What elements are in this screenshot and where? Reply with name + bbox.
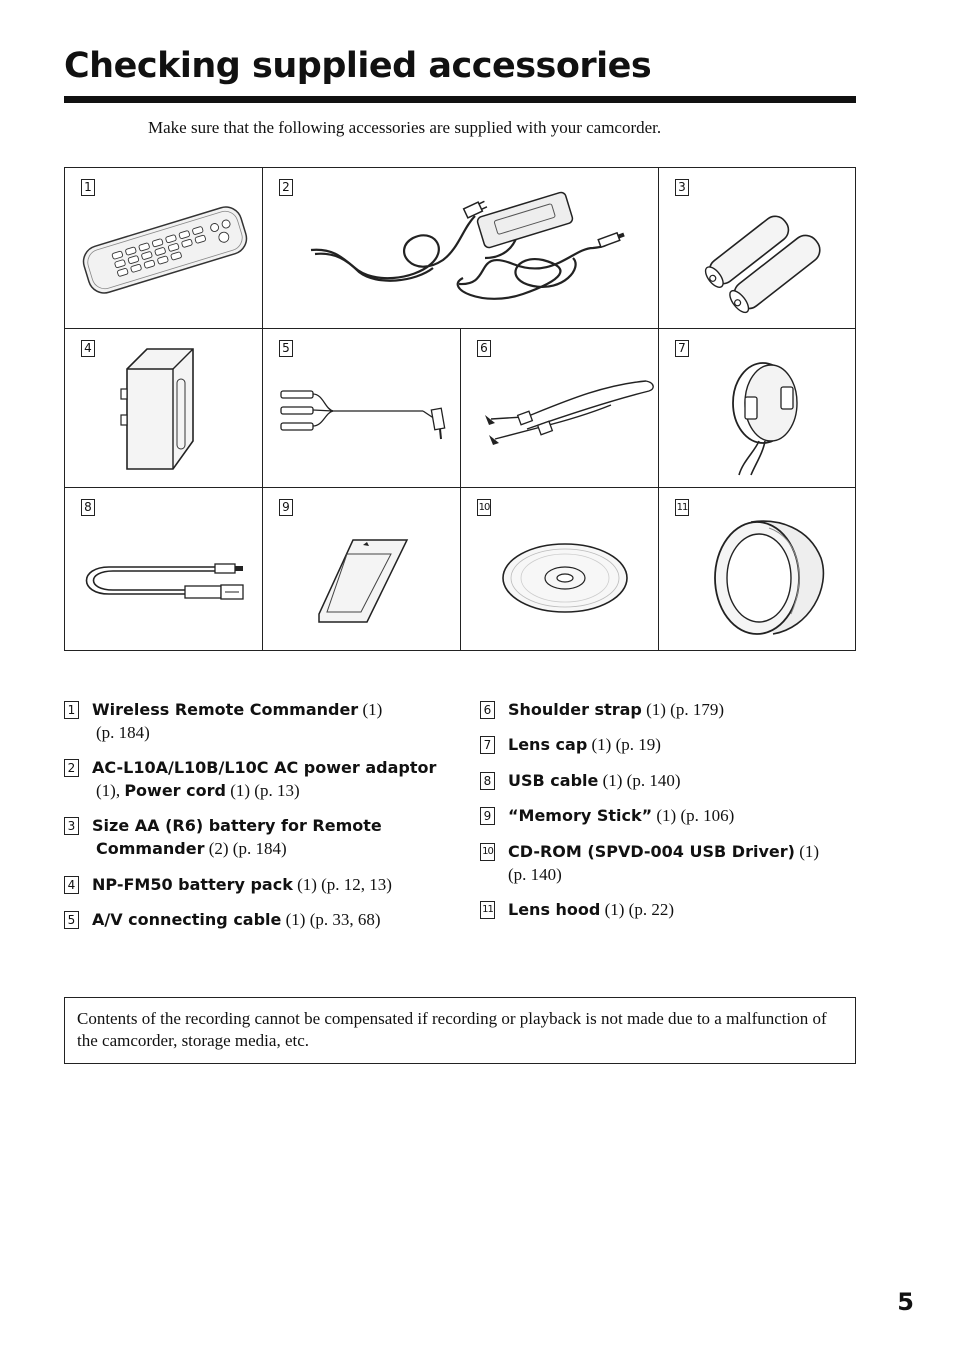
ac-power-adaptor-icon	[263, 168, 660, 330]
item-number: 3	[675, 179, 689, 196]
accessory-cell-7	[658, 328, 856, 488]
accessory-cell-2	[262, 167, 659, 329]
accessory-cell-11	[658, 487, 856, 651]
title-rule	[64, 96, 856, 103]
item-detail: (1)	[358, 700, 383, 719]
item-number: 1	[81, 179, 95, 196]
item-detail: (1),	[96, 781, 125, 800]
shoulder-strap-icon	[461, 329, 660, 489]
accessory-cell-8	[64, 487, 263, 651]
intro-text: Make sure that the following accessories are supplied with your camcorder.	[148, 118, 662, 137]
note-box: Contents of the recording cannot be compensated if recording or playback is not made due to a malfunction of the camcorder, storage media, etc.	[64, 997, 856, 1064]
item-number: 11	[480, 901, 495, 919]
item-name: “Memory Stick”	[508, 806, 653, 825]
battery-pack-icon	[65, 329, 264, 489]
memory-stick-icon	[263, 488, 462, 652]
item-name: Lens cap	[508, 735, 588, 754]
item-number: 2	[279, 179, 293, 196]
item-detail: (1) (p. 19)	[587, 735, 661, 754]
item-name-secondary: Power cord	[124, 781, 226, 800]
aa-batteries-icon	[659, 168, 857, 330]
item-name: USB cable	[508, 771, 599, 790]
item-number: 10	[477, 499, 491, 516]
item-number: 2	[64, 759, 79, 777]
lens-hood-icon	[659, 488, 857, 652]
accessory-cell-6	[460, 328, 659, 488]
accessory-cell-10	[460, 487, 659, 651]
item-detail: (1) (p. 179)	[641, 700, 725, 719]
item-number: 4	[64, 876, 79, 894]
item-detail: (1) (p. 33, 68)	[281, 910, 381, 929]
cd-rom-icon	[461, 488, 660, 652]
item-number: 5	[64, 911, 79, 929]
page-number: 5	[897, 1288, 914, 1316]
item-number: 8	[480, 772, 495, 790]
item-detail: (1) (p. 12, 13)	[292, 875, 392, 894]
accessories-grid	[64, 167, 856, 651]
item-name: Wireless Remote Commander	[92, 700, 359, 719]
item-detail-cont: (1) (p. 13)	[225, 781, 300, 800]
item-number: 7	[480, 736, 495, 754]
item-name: CD-ROM (SPVD-004 USB Driver)	[508, 842, 795, 861]
item-number: 9	[279, 499, 293, 516]
usb-cable-icon	[65, 488, 264, 652]
item-detail-cont: (p. 184)	[96, 723, 150, 742]
item-name: NP-FM50 battery pack	[92, 875, 293, 894]
item-number: 9	[480, 807, 495, 825]
accessory-cell-1	[64, 167, 263, 329]
item-number: 1	[64, 701, 79, 719]
item-detail-cont: (2) (p. 184)	[204, 839, 287, 858]
item-name-cont: Commander	[96, 839, 205, 858]
item-number: 6	[477, 340, 491, 357]
accessory-cell-9	[262, 487, 461, 651]
item-number: 3	[64, 817, 79, 835]
item-number: 10	[480, 843, 495, 861]
item-detail: (1) (p. 22)	[600, 900, 675, 919]
item-name: Lens hood	[508, 900, 601, 919]
item-detail: (1) (p. 106)	[652, 806, 735, 825]
item-number: 8	[81, 499, 95, 516]
item-name: Shoulder strap	[508, 700, 642, 719]
accessory-cell-4	[64, 328, 263, 488]
item-name: A/V connecting cable	[92, 910, 282, 929]
item-number: 11	[675, 499, 689, 516]
item-detail-cont: (p. 140)	[508, 865, 562, 884]
item-detail: (1)	[794, 842, 820, 861]
page-title: Checking supplied accessories	[64, 46, 652, 86]
accessory-cell-5	[262, 328, 461, 488]
item-name: AC-L10A/L10B/L10C AC power adaptor	[92, 758, 437, 777]
item-number: 4	[81, 340, 95, 357]
item-number: 7	[675, 340, 689, 357]
item-number: 6	[480, 701, 495, 719]
remote-commander-icon	[65, 168, 264, 330]
item-number: 5	[279, 340, 293, 357]
item-detail: (1) (p. 140)	[598, 771, 681, 790]
av-cable-icon	[263, 329, 462, 489]
accessory-cell-3	[658, 167, 856, 329]
item-name: Size AA (R6) battery for Remote	[92, 816, 382, 835]
lens-cap-icon	[659, 329, 857, 489]
